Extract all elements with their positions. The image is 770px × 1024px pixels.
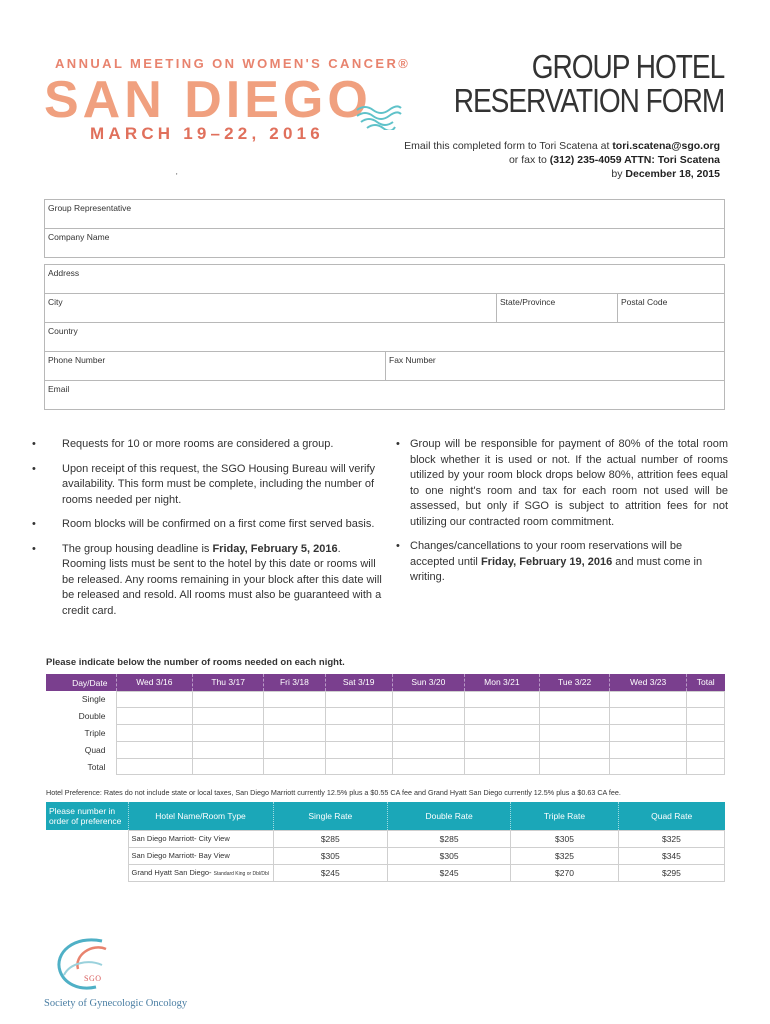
email-field[interactable]: Email bbox=[48, 384, 70, 394]
hotel-name-cell bbox=[128, 864, 273, 881]
col-fri-318: Fri 3/18 bbox=[264, 674, 325, 691]
col-mon-321: Mon 3/21 bbox=[464, 674, 539, 691]
contact-email-prefix: Email this completed form to Tori Scatena at bbox=[404, 140, 613, 152]
room-count-cell[interactable] bbox=[193, 691, 264, 708]
header bbox=[0, 0, 770, 200]
country-field[interactable]: Country bbox=[48, 326, 78, 336]
form-row bbox=[44, 228, 725, 258]
bullet-text: Requests for 10 or more rooms are considered a group. bbox=[62, 438, 334, 450]
nights-table-title: Please indicate below the number of rooms needed on each night. bbox=[46, 657, 345, 668]
quad-rate-cell: $295 bbox=[618, 864, 724, 881]
table-row bbox=[46, 725, 725, 742]
col-wed-316: Wed 3/16 bbox=[116, 674, 193, 691]
single-rate-cell: $285 bbox=[273, 830, 388, 847]
deadline-date: Friday, February 5, 2016 bbox=[212, 542, 338, 555]
room-count-cell[interactable] bbox=[325, 741, 392, 758]
single-rate-cell: $245 bbox=[273, 864, 388, 881]
row-label: Total bbox=[46, 758, 116, 775]
stray-mark: ' bbox=[176, 172, 178, 181]
form-row bbox=[44, 351, 725, 381]
double-rate-cell: $285 bbox=[388, 830, 511, 847]
col-double-rate: Double Rate bbox=[388, 802, 511, 830]
table-row bbox=[46, 830, 725, 847]
table-header-row bbox=[46, 802, 725, 830]
preference-cell[interactable] bbox=[46, 830, 128, 847]
room-count-cell[interactable] bbox=[610, 758, 687, 775]
table-row bbox=[46, 741, 725, 758]
room-count-cell[interactable] bbox=[610, 741, 687, 758]
row-label: Triple bbox=[46, 725, 116, 742]
room-count-cell[interactable] bbox=[610, 691, 687, 708]
sgo-logo-icon bbox=[44, 935, 124, 997]
phone-field[interactable]: Phone Number bbox=[45, 352, 386, 380]
fax-field[interactable]: Fax Number bbox=[389, 355, 436, 365]
contact-fax: (312) 235-4059 ATTN: Tori Scatena bbox=[549, 154, 720, 166]
room-count-cell[interactable] bbox=[193, 725, 264, 742]
room-count-cell[interactable] bbox=[116, 708, 193, 725]
deadline-suffix: . Rooming lists must be sent to the hotel by this date or rooms will be released. Any rooms remaining in your block after this date will be released and resold. All rooms must also be guaranteed with a credit card. bbox=[62, 542, 382, 617]
room-count-cell[interactable] bbox=[464, 758, 539, 775]
room-count-cell[interactable] bbox=[392, 691, 464, 708]
room-count-cell[interactable] bbox=[116, 758, 193, 775]
table-header-row bbox=[46, 674, 725, 691]
room-count-cell[interactable] bbox=[686, 691, 724, 708]
meeting-dates: MARCH 19–22, 2016 bbox=[90, 124, 324, 143]
form-row bbox=[44, 380, 725, 410]
sgo-name: Society of Gynecologic Oncology bbox=[44, 998, 188, 1009]
room-count-cell[interactable] bbox=[464, 725, 539, 742]
room-count-cell[interactable] bbox=[264, 741, 325, 758]
room-count-cell[interactable] bbox=[325, 725, 392, 742]
city-field[interactable]: City bbox=[45, 294, 497, 322]
triple-rate-cell: $305 bbox=[511, 830, 619, 847]
sgo-mark: SGO bbox=[84, 974, 102, 983]
group-representative-field[interactable]: Group Representative bbox=[48, 203, 132, 213]
state-field[interactable]: State/Province bbox=[497, 294, 618, 322]
preference-cell[interactable] bbox=[46, 864, 128, 881]
room-count-cell[interactable] bbox=[539, 708, 609, 725]
contact-email[interactable]: tori.scatena@sgo.org bbox=[612, 140, 720, 152]
room-count-cell[interactable] bbox=[325, 758, 392, 775]
room-count-cell[interactable] bbox=[686, 758, 724, 775]
triple-rate-cell: $270 bbox=[511, 864, 619, 881]
nights-table bbox=[46, 674, 725, 775]
room-type-note: Standard King or Dbl/Dbl bbox=[213, 871, 269, 877]
room-count-cell[interactable] bbox=[392, 758, 464, 775]
bullet-text bbox=[62, 542, 382, 620]
list-item bbox=[32, 517, 382, 533]
bullet-text bbox=[410, 539, 728, 586]
bullet-icon: • bbox=[32, 462, 36, 475]
room-count-cell[interactable] bbox=[464, 708, 539, 725]
col-day-date: Day/Date bbox=[46, 674, 116, 691]
list-item bbox=[396, 539, 728, 586]
list-item bbox=[32, 542, 382, 620]
room-count-cell[interactable] bbox=[539, 741, 609, 758]
room-count-cell[interactable] bbox=[610, 708, 687, 725]
room-count-cell[interactable] bbox=[539, 691, 609, 708]
table-row bbox=[46, 758, 725, 775]
room-count-cell[interactable] bbox=[193, 741, 264, 758]
bullet-text: Group will be responsible for payment of 80% of the total room block whether it is used or not. If the actual number of rooms utilized by your room block drops below 80%, attrition fees equal to one night's room and tax for each room not used will be assessed, but only if SGO is subject to attrition fees for not utilizing our contracted room commitment. bbox=[410, 438, 728, 528]
table-row bbox=[46, 708, 725, 725]
col-quad-rate: Quad Rate bbox=[618, 802, 724, 830]
company-name-field[interactable]: Company Name bbox=[48, 232, 110, 242]
contact-form bbox=[44, 200, 725, 410]
title-line-1: GROUP HOTEL bbox=[531, 48, 724, 85]
postal-code-field[interactable]: Postal Code bbox=[621, 297, 668, 307]
room-count-cell[interactable] bbox=[686, 741, 724, 758]
row-label: Single bbox=[46, 691, 116, 708]
room-count-cell[interactable] bbox=[325, 691, 392, 708]
col-total: Total bbox=[686, 674, 724, 691]
title-line-2: RESERVATION FORM bbox=[453, 82, 724, 119]
preference-cell[interactable] bbox=[46, 847, 128, 864]
room-count-cell[interactable] bbox=[193, 758, 264, 775]
bullet-text: Upon receipt of this request, the SGO Housing Bureau will verify availability. This form must be complete, including the number of rooms needed per night. bbox=[62, 462, 376, 506]
room-count-cell[interactable] bbox=[610, 725, 687, 742]
col-hotel-name: Hotel Name/Room Type bbox=[128, 802, 273, 830]
cancel-prefix: Changes/cancellations to your room reservations will be accepted until bbox=[410, 540, 683, 568]
list-item bbox=[32, 462, 382, 509]
table-row bbox=[46, 864, 725, 881]
terms-right bbox=[396, 437, 728, 595]
double-rate-cell: $245 bbox=[388, 864, 511, 881]
room-count-cell[interactable] bbox=[264, 758, 325, 775]
address-field[interactable]: Address bbox=[48, 268, 80, 278]
cancel-date: Friday, February 19, 2016 bbox=[480, 555, 613, 568]
city-logo: SAN DIEGO bbox=[44, 71, 372, 129]
room-count-cell[interactable] bbox=[686, 708, 724, 725]
hotel-name: San Diego Marriott- Bay View bbox=[131, 851, 230, 860]
bullet-icon: • bbox=[396, 540, 400, 552]
contact-deadline: December 18, 2015 bbox=[625, 168, 720, 180]
col-preference: Please number in order of preference bbox=[46, 802, 128, 830]
triple-rate-cell: $325 bbox=[511, 847, 619, 864]
terms-left bbox=[32, 437, 382, 628]
row-label: Double bbox=[46, 708, 116, 725]
col-sun-320: Sun 3/20 bbox=[392, 674, 464, 691]
form-row bbox=[44, 199, 725, 229]
room-count-cell[interactable] bbox=[464, 691, 539, 708]
room-count-cell[interactable] bbox=[116, 725, 193, 742]
room-count-cell[interactable] bbox=[539, 725, 609, 742]
col-thu-317: Thu 3/17 bbox=[193, 674, 264, 691]
deadline-prefix: The group housing deadline is bbox=[62, 542, 213, 555]
list-item bbox=[32, 437, 382, 453]
cancel-suffix: and must come in writing. bbox=[410, 555, 703, 583]
room-count-cell[interactable] bbox=[264, 725, 325, 742]
room-count-cell[interactable] bbox=[464, 741, 539, 758]
form-row bbox=[44, 264, 725, 294]
room-count-cell[interactable] bbox=[116, 741, 193, 758]
hotel-name-cell bbox=[128, 847, 273, 864]
room-count-cell[interactable] bbox=[686, 725, 724, 742]
contact-fax-prefix: or fax to bbox=[508, 154, 550, 166]
col-tue-322: Tue 3/22 bbox=[539, 674, 609, 691]
hotel-name-cell bbox=[128, 830, 273, 847]
single-rate-cell: $305 bbox=[273, 847, 388, 864]
form-row bbox=[44, 322, 725, 352]
room-count-cell[interactable] bbox=[392, 708, 464, 725]
bullet-text: Room blocks will be confirmed on a first come first served basis. bbox=[62, 518, 375, 530]
hotel-name: San Diego Marriott- City View bbox=[131, 834, 230, 843]
waves-icon bbox=[355, 104, 403, 130]
room-count-cell[interactable] bbox=[116, 691, 193, 708]
col-wed-323: Wed 3/23 bbox=[610, 674, 687, 691]
room-count-cell[interactable] bbox=[392, 741, 464, 758]
list-item bbox=[396, 437, 728, 530]
form-row bbox=[44, 293, 725, 323]
table-row bbox=[46, 847, 725, 864]
col-triple-rate: Triple Rate bbox=[511, 802, 619, 830]
room-count-cell[interactable] bbox=[193, 708, 264, 725]
room-count-cell[interactable] bbox=[325, 708, 392, 725]
double-rate-cell: $305 bbox=[388, 847, 511, 864]
meeting-line: ANNUAL MEETING ON WOMEN'S CANCER® bbox=[55, 56, 411, 71]
bullet-icon: • bbox=[32, 542, 36, 555]
col-single-rate: Single Rate bbox=[273, 802, 388, 830]
hotel-rates-table bbox=[46, 802, 725, 882]
quad-rate-cell: $345 bbox=[618, 847, 724, 864]
room-count-cell[interactable] bbox=[264, 708, 325, 725]
col-sat-319: Sat 3/19 bbox=[325, 674, 392, 691]
table-row bbox=[46, 691, 725, 708]
quad-rate-cell: $325 bbox=[618, 830, 724, 847]
room-count-cell[interactable] bbox=[264, 691, 325, 708]
contact-info bbox=[404, 139, 720, 181]
bullet-icon: • bbox=[396, 438, 400, 450]
page-title bbox=[454, 50, 724, 118]
room-count-cell[interactable] bbox=[539, 758, 609, 775]
room-count-cell[interactable] bbox=[392, 725, 464, 742]
hotel-name: Grand Hyatt San Diego- bbox=[131, 868, 214, 877]
hotel-preference-note: Hotel Preference: Rates do not include state or local taxes, San Diego Marriott currently 12.5% plus a $0.55 CA fee and Grand Hyatt San Diego currently 12.5% plus a $0.63 CA fee. bbox=[46, 788, 621, 797]
bullet-icon: • bbox=[32, 438, 36, 450]
contact-deadline-prefix: by bbox=[611, 168, 626, 180]
bullet-icon: • bbox=[32, 518, 36, 530]
row-label: Quad bbox=[46, 741, 116, 758]
